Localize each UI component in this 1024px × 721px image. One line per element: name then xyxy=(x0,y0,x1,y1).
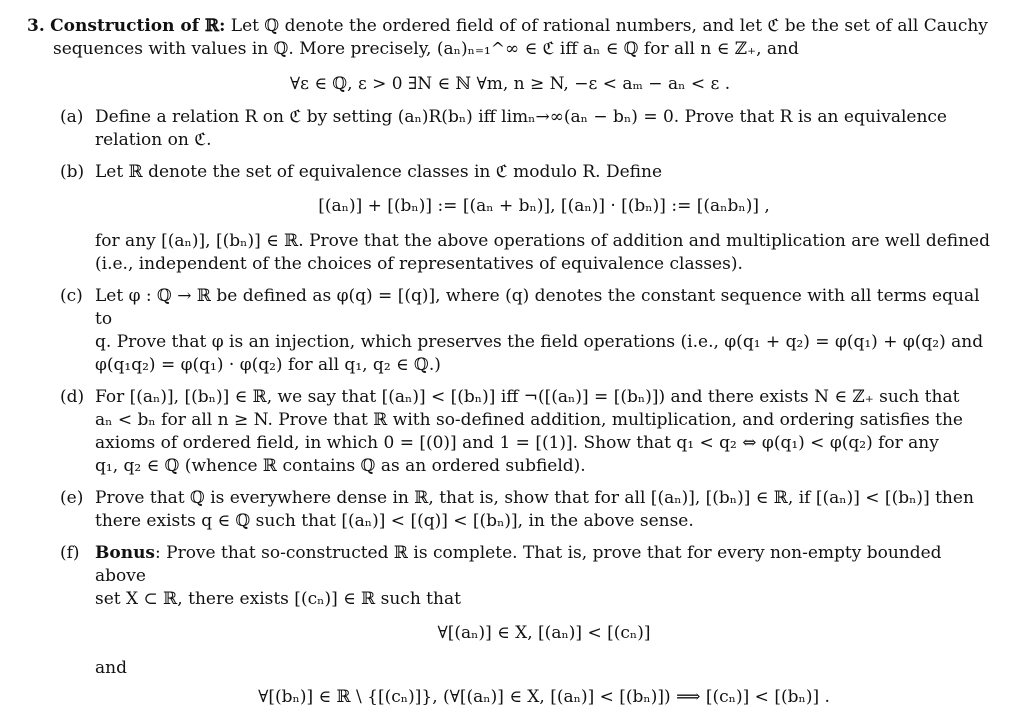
part-c-line: Let φ : ℚ → ℝ be defined as φ(q) = [(q)], where (q) denotes the constant sequence with all terms equal to xyxy=(95,286,980,329)
part-a-line: relation on ℭ. xyxy=(95,130,212,150)
part-label: (b) xyxy=(60,162,85,182)
upper-bound-display: ∀[(aₙ)] ∈ X, [(aₙ)] < [(cₙ)] xyxy=(437,623,651,643)
part-b-line: for any [(aₙ)], [(bₙ)] ∈ ℝ. Prove that the above operations of addition and multiplication are well defined xyxy=(95,231,990,251)
bonus-label: Bonus xyxy=(95,543,155,563)
problem-3 xyxy=(27,15,993,721)
and-text: and xyxy=(95,658,127,678)
part-f-line-2: set X ⊂ ℝ, there exists [(cₙ)] ∈ ℝ such that xyxy=(95,589,461,609)
part-label: (d) xyxy=(60,387,85,407)
problem-title: Construction of ℝ: xyxy=(50,16,226,36)
intro-line-1: Let ℚ denote the ordered field of of rational numbers, and let ℭ be the set of all Cauchy xyxy=(230,16,988,36)
part-e-line: Prove that ℚ is everywhere dense in ℝ, that is, show that for all [(aₙ)], [(bₙ)] ∈ ℝ, if [(aₙ)] < [(bₙ)] then xyxy=(95,488,974,508)
part-b-line: (i.e., independent of the choices of representatives of equivalence classes). xyxy=(95,254,743,274)
part-f-line-1: : Prove that so-constructed ℝ is complete. That is, prove that for every non-empty bounded above xyxy=(95,543,942,586)
part-d xyxy=(27,386,993,478)
part-a xyxy=(27,106,993,152)
part-e xyxy=(27,487,993,533)
part-c-line: φ(q₁q₂) = φ(q₁) · φ(q₂) for all q₁, q₂ ∈ ℚ.) xyxy=(95,355,441,375)
cauchy-condition: ∀ε ∈ ℚ, ε > 0 ∃N ∈ ℕ ∀m, n ≥ N, −ε < aₘ − aₙ < ε . xyxy=(289,74,731,94)
part-b-line: Let ℝ denote the set of equivalence classes in ℭ modulo R. Define xyxy=(95,162,663,182)
part-d-line: axioms of ordered field, in which 0 = [(0)] and 1 = [(1)]. Show that q₁ < q₂ ⇔ φ(q₁) < φ(q₂) for any xyxy=(95,433,939,453)
part-c-line: q. Prove that φ is an injection, which preserves the field operations (i.e., φ(q₁ + q₂) = φ(q₁) + φ(q₂) and xyxy=(95,332,984,352)
operations-display: [(aₙ)] + [(bₙ)] := [(aₙ + bₙ)], [(aₙ)] · [(bₙ)] := [(aₙbₙ)] , xyxy=(318,196,770,216)
part-e-line: there exists q ∈ ℚ such that [(aₙ)] < [(q)] < [(bₙ)], in the above sense. xyxy=(95,511,694,531)
problem-header xyxy=(27,15,993,38)
part-label: (a) xyxy=(60,107,84,127)
part-d-line: aₙ < bₙ for all n ≥ N. Prove that ℝ with so-defined addition, multiplication, and ordering satisfies the xyxy=(95,410,963,430)
least-bound-display: ∀[(bₙ)] ∈ ℝ \ {[(cₙ)]}, (∀[(aₙ)] ∈ X, [(aₙ)] < [(bₙ)]) ⟹ [(cₙ)] < [(bₙ)] . xyxy=(258,687,830,707)
problem-number: 3. xyxy=(27,16,45,36)
part-f xyxy=(27,542,993,709)
part-c xyxy=(27,285,993,377)
part-label: (c) xyxy=(60,286,83,306)
part-b xyxy=(27,161,993,276)
part-label: (e) xyxy=(60,488,84,508)
part-d-line: q₁, q₂ ∈ ℚ (whence ℝ contains ℚ as an ordered subfield). xyxy=(95,456,586,476)
part-f-line xyxy=(95,542,993,588)
intro-line-2: sequences with values in ℚ. More precisely, (aₙ)ₙ₌₁^∞ ∈ ℭ iff aₙ ∈ ℚ for all n ∈ ℤ₊, and xyxy=(53,39,799,59)
part-d-line: For [(aₙ)], [(bₙ)] ∈ ℝ, we say that [(aₙ)] < [(bₙ)] iff ¬([(aₙ)] = [(bₙ)]) and there exists N ∈ ℤ₊ such that xyxy=(95,387,960,407)
part-a-line: Define a relation R on ℭ by setting (aₙ)R(bₙ) iff limₙ→∞(aₙ − bₙ) = 0. Prove that R is an equivalence xyxy=(95,107,947,127)
part-label: (f) xyxy=(60,543,80,563)
